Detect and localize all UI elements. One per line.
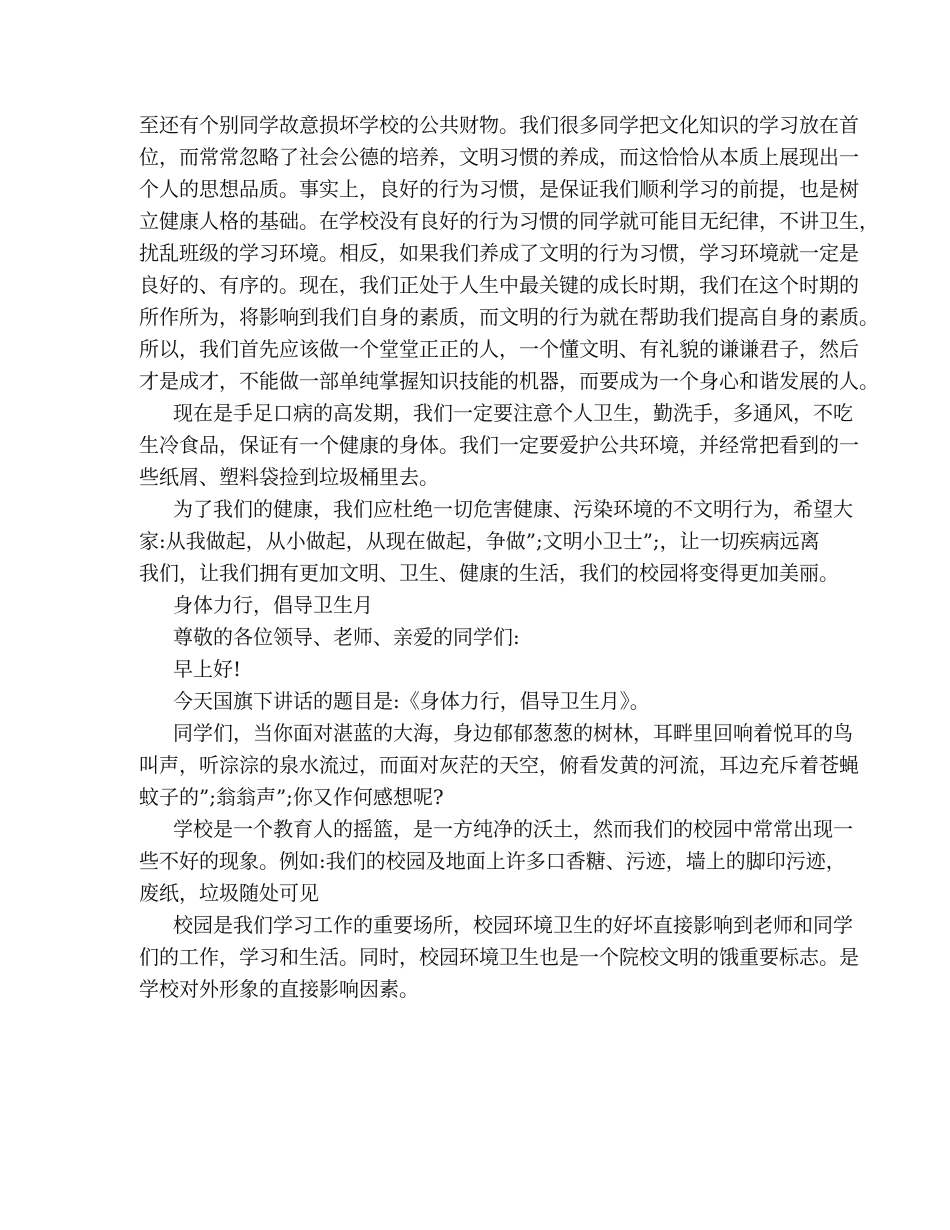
paragraph [139,493,853,589]
paragraph-line: 同学们，当你面对湛蓝的大海，身边郁郁葱葱的树林，耳畔里回响着悦耳的鸟 [173,721,853,745]
paragraph [139,589,819,621]
paragraph-line: 校园是我们学习工作的重要场所，校园环境卫生的好坏直接影响到老师和同学 [173,913,853,937]
paragraph [139,109,879,397]
paragraph [139,621,819,653]
paragraph-line: 我们，让我们拥有更加文明、卫生、健康的生活，我们的校园将变得更加美丽。 [139,561,839,585]
paragraph-line: 立健康人格的基础。在学校没有良好的行为习惯的同学就可能目无纪律，不讲卫生， [139,209,879,233]
paragraph-line: 蚊子的”;翁翁声”;你又作何感想呢? [139,785,444,809]
paragraph-line: 良好的、有序的。现在，我们正处于人生中最关键的成长时期，我们在这个时期的 [139,273,859,297]
paragraph-line: 位，而常常忽略了社会公德的培养，文明习惯的养成，而这恰恰从本质上展现出一 [139,145,859,169]
paragraph-line: 至还有个别同学故意损坏学校的公共财物。我们很多同学把文化知识的学习放在首 [139,113,859,137]
paragraph-line: 尊敬的各位领导、老师、亲爱的同学们: [173,625,520,649]
paragraph-line: 为了我们的健康，我们应杜绝一切危害健康、污染环境的不文明行为，希望大 [173,497,853,521]
paragraph-line: 学校对外形象的直接影响因素。 [139,977,419,1001]
paragraph-line: 些不好的现象。例如:我们的校园及地面上许多口香糖、污迹，墙上的脚印污迹， [139,849,846,873]
paragraph-line: 学校是一个教育人的摇篮，是一方纯净的沃土，然而我们的校园中常常出现一 [173,817,853,841]
paragraph-line: 身体力行，倡导卫生月 [173,593,373,617]
paragraph-line: 所以，我们首先应该做一个堂堂正正的人，一个懂文明、有礼貌的谦谦君子，然后 [139,337,859,361]
paragraph [139,909,859,1005]
paragraph [139,685,819,717]
paragraph [139,717,859,813]
document-body [139,109,879,1005]
paragraph-line: 才是成才，不能做一部单纯掌握知识技能的机器，而要成为一个身心和谐发展的人。 [139,369,879,393]
paragraph-line: 个人的思想品质。事实上，良好的行为习惯，是保证我们顺利学习的前提，也是树 [139,177,859,201]
paragraph-line: 所作所为，将影响到我们自身的素质，而文明的行为就在帮助我们提高自身的素质。 [139,305,879,329]
paragraph-line: 早上好! [173,657,242,681]
paragraph-line: 扰乱班级的学习环境。相反，如果我们养成了文明的行为习惯，学习环境就一定是 [139,241,859,265]
paragraph-line: 废纸，垃圾随处可见 [139,881,319,905]
paragraph-line: 们的工作，学习和生活。同时，校园环境卫生也是一个院校文明的饿重要标志。是 [139,945,859,969]
paragraph-line: 生冷食品，保证有一个健康的身体。我们一定要爱护公共环境，并经常把看到的一 [139,433,859,457]
paragraph-line: 今天国旗下讲话的题目是:《身体力行，倡导卫生月》。 [173,689,650,713]
paragraph [139,397,859,493]
paragraph [139,653,819,685]
paragraph [139,813,853,909]
paragraph-line: 些纸屑、塑料袋捡到垃圾桶里去。 [139,465,439,489]
paragraph-line: 叫声，听淙淙的泉水流过，而面对灰茫的天空，俯看发黄的河流，耳边充斥着苍蝇 [139,753,859,777]
paragraph-line: 家:从我做起，从小做起，从现在做起，争做”;文明小卫士”;，让一切疾病远离 [139,529,820,553]
paragraph-line: 现在是手足口病的高发期，我们一定要注意个人卫生，勤洗手，多通风，不吃 [173,401,853,425]
